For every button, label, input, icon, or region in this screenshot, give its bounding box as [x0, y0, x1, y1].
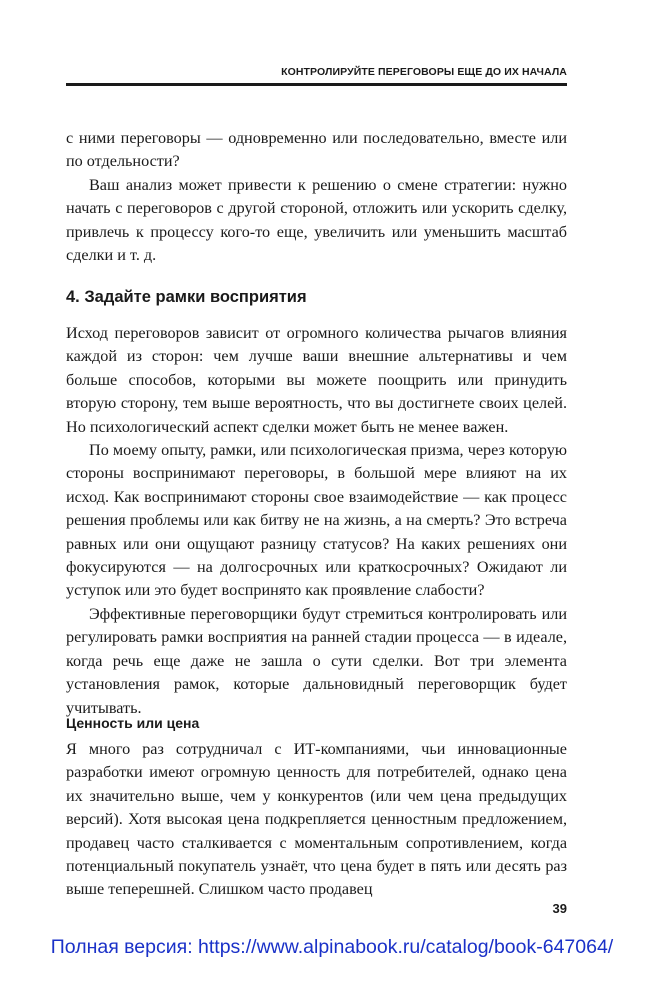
text-block-section [66, 322, 567, 720]
paragraph-continuation: с ними переговоры — одновременно или последовательно, вместе или по отдельности? [66, 129, 567, 171]
page-number: 39 [552, 901, 567, 916]
paragraph-effective-negotiators: Эффективные переговорщики будут стремиться контролировать или регулировать рамки восприятия на ранней стадии процесса — в идеале, когда речь еще даже не зашла о сути сделки. Вот три элемента установления рамок, которые дальновидный переговорщик будет учитывать. [66, 604, 567, 717]
running-header: КОНТРОЛИРУЙТЕ ПЕРЕГОВОРЫ ЕЩЕ ДО ИХ НАЧАЛА [281, 66, 567, 78]
paragraph-framing: По моему опыту, рамки, или психологическая призма, через которую стороны воспринимают переговоры, в большой мере влияют на их исход. Как воспринимают стороны свое взаимодействие — как процесс решения проблемы или как битву не на жизнь, а на смерть? Это встреча равных или они ощущают разницу статусов? На каких решениях они фокусируются — на долгосрочных или краткосрочных? Ожидают ли уступок или это будет воспринято как проявление слабости? [66, 441, 567, 600]
text-block-value [66, 738, 567, 902]
subheading: Ценность или цена [66, 715, 200, 731]
full-version-link[interactable]: Полная версия: https://www.alpinabook.ru/catalog/book-647064/ [50, 936, 614, 958]
header-rule [66, 83, 567, 86]
paragraph-strategy: Ваш анализ может привести к решению о смене стратегии: нужно начать с переговоров с другой стороной, отложить или ускорить сделку, привлечь к процессу кого-то еще, увеличить или уменьшить масштаб сделки и т. д. [66, 175, 567, 265]
section-heading: 4. Задайте рамки восприятия [66, 288, 307, 306]
paragraph-it-companies: Я много раз сотрудничал с ИТ-компаниями, чьи инновационные разработки имеют огромную ценность для потребителей, однако цена их значительно выше, чем у конкурентов (или чем цена предыдущих версий). Хотя высокая цена подкрепляется ценностным предложением, продавец часто сталкивается с моментальным сопротивлением, когда потенциальный покупатель узнаёт, что цена будет в пять или десять раз выше теперешней. Слишком часто продавец [66, 740, 567, 899]
paragraph-leverage: Исход переговоров зависит от огромного количества рычагов влияния каждой из сторон: чем лучше ваши внешние альтернативы и чем больше способов, которыми вы можете поощрить или принудить вторую сторону, тем выше вероятность, что вы достигнете своих целей. Но психологический аспект сделки может быть не менее важен. [66, 324, 567, 436]
text-block-top [66, 127, 567, 267]
